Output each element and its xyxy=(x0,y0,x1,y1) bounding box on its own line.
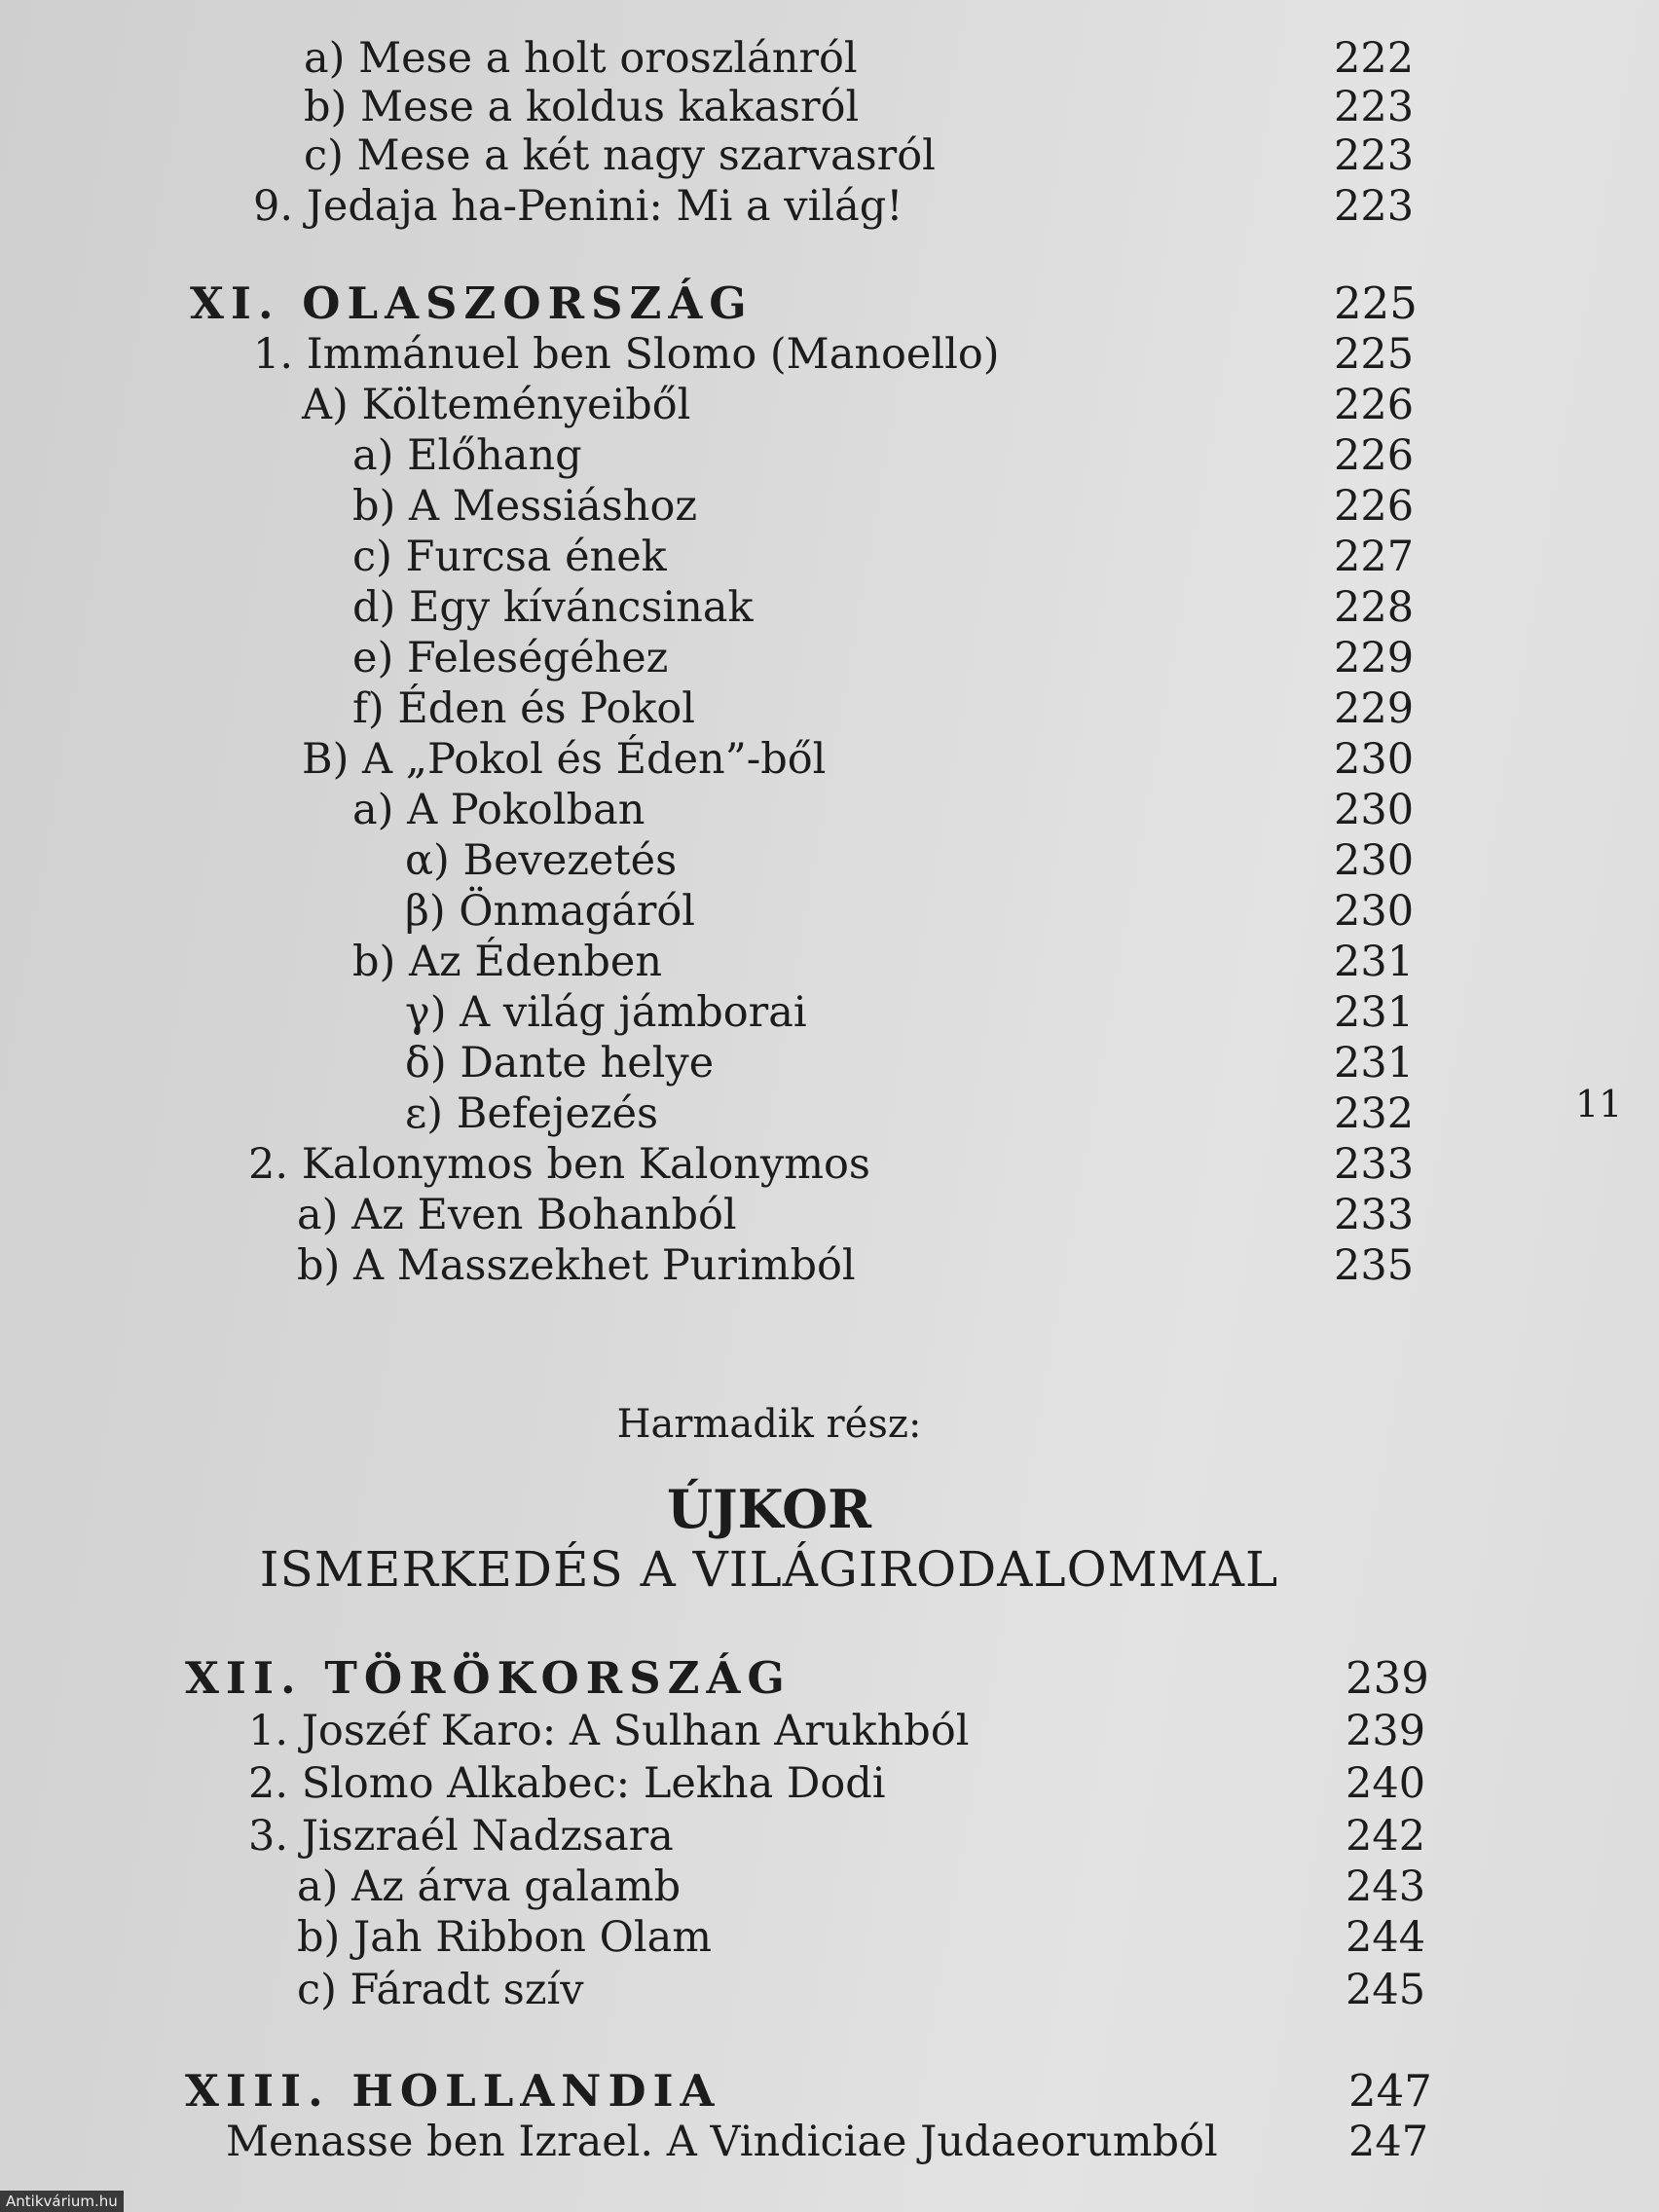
toc-entry-label: f) Éden és Pokol xyxy=(352,684,696,733)
toc-entry-page: 229 xyxy=(1334,684,1415,733)
toc-entry-page: 235 xyxy=(1334,1241,1415,1290)
toc-entry-label: A) Költeményeiből xyxy=(302,381,691,429)
toc-entry-label: c) Mese a két nagy szarvasról xyxy=(304,131,936,180)
part-intro: Harmadik rész: xyxy=(616,1402,922,1447)
toc-entry-label: c) Fáradt szív xyxy=(297,1966,584,2014)
toc-entry-page: 242 xyxy=(1346,1812,1426,1861)
toc-entry-page: 225 xyxy=(1334,277,1418,329)
toc-entry-page: 243 xyxy=(1346,1862,1426,1911)
toc-entry-page: 244 xyxy=(1346,1913,1426,1962)
toc-entry-label: Menasse ben Izrael. A Vindiciae Judaeorumból xyxy=(226,2118,1218,2166)
toc-chapter-label: XIII. HOLLANDIA xyxy=(185,2065,721,2117)
toc-entry-label: γ) A világ jámborai xyxy=(405,988,807,1037)
toc-entry-label: b) Az Édenben xyxy=(352,938,663,986)
toc-entry-label: 2. Kalonymos ben Kalonymos xyxy=(248,1140,870,1189)
toc-entry-label: 9. Jedaja ha-Penini: Mi a világ! xyxy=(253,182,903,231)
toc-entry-page: 230 xyxy=(1334,735,1415,784)
toc-entry-label: e) Feleségéhez xyxy=(352,634,669,682)
toc-entry-label: c) Furcsa ének xyxy=(352,533,667,581)
toc-entry-label: ε) Befejezés xyxy=(405,1089,659,1138)
toc-entry-label: B) A „Pokol és Éden”-ből xyxy=(302,735,827,784)
part-subtitle: ISMERKEDÉS A VILÁGIRODALOMMAL xyxy=(259,1541,1279,1598)
toc-entry-label: a) Az Even Bohanból xyxy=(297,1191,737,1239)
toc-entry-page: 226 xyxy=(1334,431,1415,480)
toc-entry-page: 230 xyxy=(1334,836,1415,885)
toc-entry-page: 223 xyxy=(1334,182,1415,231)
toc-entry-label: 1. Joszéf Karo: A Sulhan Arukhból xyxy=(248,1707,970,1755)
toc-entry-page: 231 xyxy=(1334,938,1415,986)
toc-entry-label: a) A Pokolban xyxy=(352,786,645,834)
toc-entry-page: 230 xyxy=(1334,786,1415,834)
page-number: 11 xyxy=(1575,1083,1623,1125)
toc-entry-label: a) Előhang xyxy=(352,431,582,480)
toc-entry-page: 240 xyxy=(1346,1759,1426,1808)
toc-entry-label: α) Bevezetés xyxy=(405,836,678,885)
toc-entry-label: δ) Dante helye xyxy=(405,1039,715,1088)
toc-entry-page: 247 xyxy=(1348,2065,1432,2117)
toc-entry-label: 3. Jiszraél Nadzsara xyxy=(248,1812,674,1861)
toc-chapter-label: XI. OLASZORSZÁG xyxy=(190,277,754,329)
toc-entry-page: 232 xyxy=(1334,1089,1415,1138)
toc-entry-label: a) Az árva galamb xyxy=(297,1862,682,1911)
toc-entry-label: β) Önmagáról xyxy=(405,887,696,936)
toc-entry-label: b) A Masszekhet Purimból xyxy=(297,1241,856,1290)
toc-entry-page: 228 xyxy=(1334,583,1415,632)
toc-entry-page: 239 xyxy=(1346,1652,1429,1704)
toc-entry-page: 223 xyxy=(1334,83,1415,131)
toc-entry-page: 231 xyxy=(1334,1039,1415,1088)
toc-entry-page: 225 xyxy=(1334,330,1415,379)
part-title: ÚJKOR xyxy=(666,1478,872,1540)
toc-entry-page: 245 xyxy=(1346,1966,1426,2014)
toc-entry-label: b) Mese a koldus kakasról xyxy=(304,83,860,131)
toc-chapter-label: XII. TÖRÖKORSZÁG xyxy=(185,1652,792,1704)
toc-entry-page: 226 xyxy=(1334,381,1415,429)
toc-entry-page: 233 xyxy=(1334,1191,1415,1239)
toc-entry-label: d) Egy kíváncsinak xyxy=(352,583,754,632)
toc-entry-page: 230 xyxy=(1334,887,1415,936)
toc-entry-page: 226 xyxy=(1334,482,1415,531)
toc-entry-label: 1. Immánuel ben Slomo (Manoello) xyxy=(253,330,1000,379)
toc-entry-label: a) Mese a holt oroszlánról xyxy=(304,34,858,83)
toc-entry-label: b) Jah Ribbon Olam xyxy=(297,1913,713,1962)
toc-entry-page: 233 xyxy=(1334,1140,1415,1189)
watermark: Antikvárium.hu xyxy=(0,2191,124,2212)
toc-entry-label: b) A Messiáshoz xyxy=(352,482,697,531)
toc-entry-page: 222 xyxy=(1334,34,1415,83)
toc-entry-page: 223 xyxy=(1334,131,1415,180)
toc-entry-page: 239 xyxy=(1346,1707,1426,1755)
toc-entry-page: 247 xyxy=(1348,2118,1429,2166)
toc-entry-page: 227 xyxy=(1334,533,1415,581)
toc-entry-label: 2. Slomo Alkabec: Lekha Dodi xyxy=(248,1759,886,1808)
toc-entry-page: 231 xyxy=(1334,988,1415,1037)
toc-entry-page: 229 xyxy=(1334,634,1415,682)
